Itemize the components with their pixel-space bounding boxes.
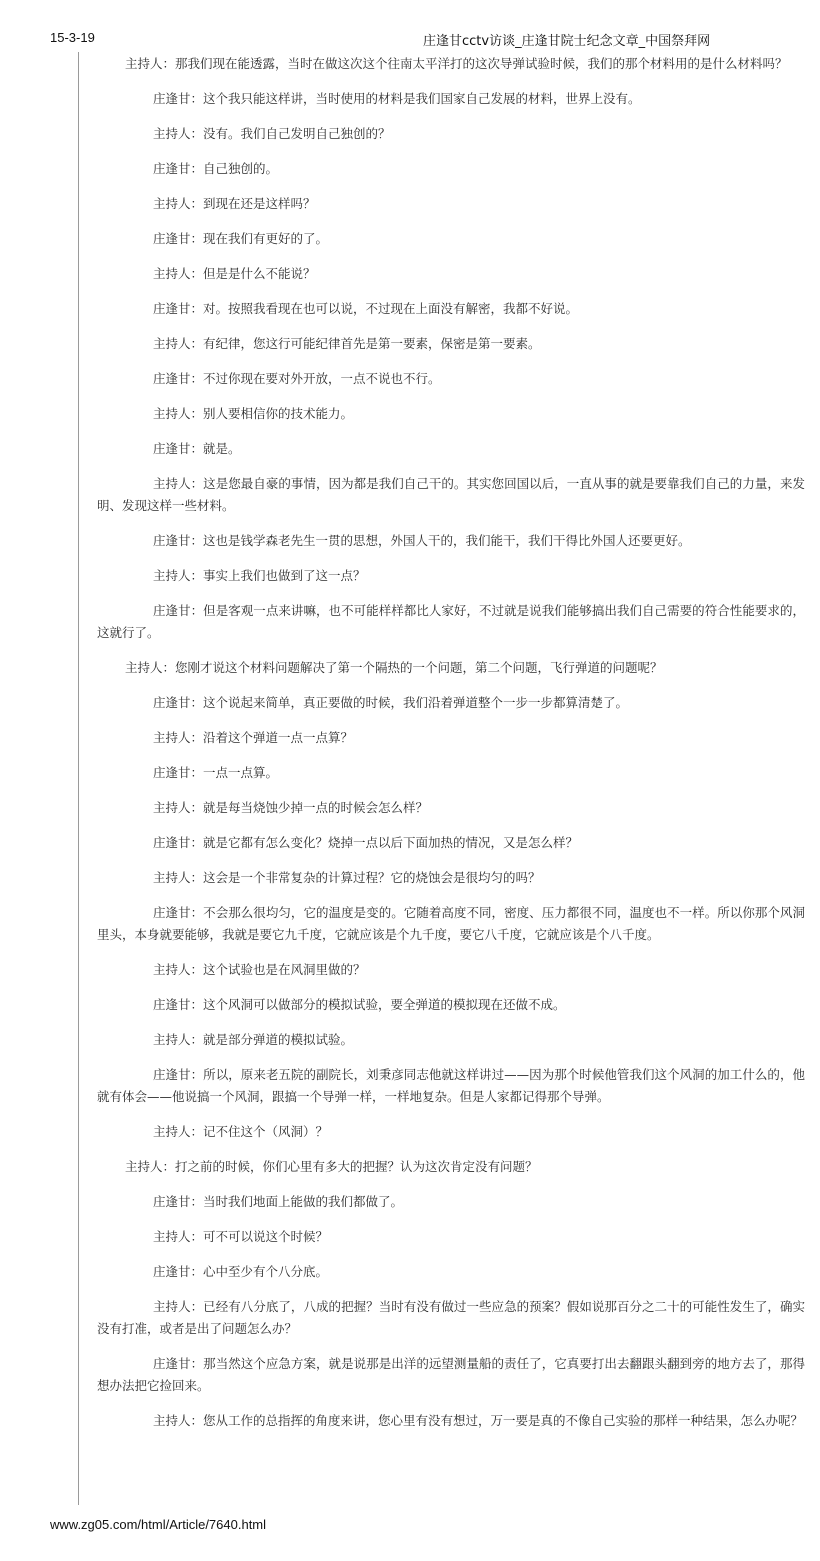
dialogue-paragraph: 主持人：您从工作的总指挥的角度来讲，您心里有没有想过，万一要是真的不像自己实验的那样一种结果，怎么办呢？ xyxy=(153,1413,804,1428)
left-quote-rule xyxy=(78,52,79,1505)
dialogue-paragraph: 主持人：就是每当烧蚀少掉一点的时候会怎么样？ xyxy=(153,800,429,815)
dialogue-paragraph: 主持人：事实上我们也做到了这一点？ xyxy=(153,568,366,583)
dialogue-paragraph: 庄逢甘：自己独创的。 xyxy=(153,161,279,176)
dialogue-paragraph: 主持人：您刚才说这个材料问题解决了第一个隔热的一个问题，第二个问题，飞行弹道的问题呢？ xyxy=(125,660,663,675)
dialogue-paragraph: 主持人：记不住这个（风洞）？ xyxy=(153,1124,329,1139)
dialogue-paragraph: 庄逢甘：心中至少有个八分底。 xyxy=(153,1264,329,1279)
dialogue-paragraph: 主持人：到现在还是这样吗？ xyxy=(153,196,316,211)
dialogue-paragraph: 主持人：已经有八分底了，八成的把握？当时有没有做过一些应急的预案？假如说那百分之二十的可能性发生了，确实没有打准，或者是出了问题怎么办？ xyxy=(97,1299,805,1336)
dialogue-paragraph: 庄逢甘：不会那么很均匀，它的温度是变的。它随着高度不同，密度、压力都很不同，温度也不一样。所以你那个风洞里头，本身就要能够，我就是要它九千度，它就应该是个九千度，要它八千度，它就应该是个八千度。 xyxy=(97,905,805,942)
dialogue-paragraph: 庄逢甘：就是它都有怎么变化？烧掉一点以后下面加热的情况，又是怎么样？ xyxy=(153,835,579,850)
dialogue-paragraph: 庄逢甘：这个我只能这样讲，当时使用的材料是我们国家自己发展的材料，世界上没有。 xyxy=(153,91,641,106)
dialogue-paragraph: 主持人：可不可以说这个时候？ xyxy=(153,1229,329,1244)
footer-url[interactable]: www.zg05.com/html/Article/7640.html xyxy=(50,1517,267,1532)
dialogue-paragraph: 庄逢甘：一点一点算。 xyxy=(153,765,279,780)
header-date: 15-3-19 xyxy=(50,30,95,45)
dialogue-paragraph: 主持人：别人要相信你的技术能力。 xyxy=(153,406,354,421)
header-page-title: 庄逢甘cctv访谈_庄逢甘院士纪念文章_中国祭拜网 xyxy=(423,34,711,49)
dialogue-paragraph: 庄逢甘：那当然这个应急方案，就是说那是出洋的远望测量船的责任了，它真要打出去翻跟头翻到旁的地方去了，那得想办法把它捡回来。 xyxy=(97,1356,805,1393)
dialogue-paragraph: 庄逢甘：所以，原来老五院的副院长，刘秉彦同志他就这样讲过——因为那个时候他管我们这个风洞的加工什么的，他就有体会——他说搞一个风洞，跟搞一个导弹一样，一样地复杂。但是人家都记得那个导弹。 xyxy=(97,1067,805,1104)
dialogue-paragraph: 庄逢甘：但是客观一点来讲嘛，也不可能样样都比人家好，不过就是说我们能够搞出我们自己需要的符合性能要求的，这就行了。 xyxy=(97,603,805,640)
dialogue-paragraph: 庄逢甘：现在我们有更好的了。 xyxy=(153,231,329,246)
dialogue-paragraph: 庄逢甘：这个说起来简单，真正要做的时候，我们沿着弹道整个一步一步都算清楚了。 xyxy=(153,695,629,710)
article-body xyxy=(97,53,805,1432)
dialogue-paragraph: 主持人：但是是什么不能说？ xyxy=(153,266,316,281)
dialogue-paragraph: 主持人：有纪律，您这行可能纪律首先是第一要素，保密是第一要素。 xyxy=(153,336,541,351)
dialogue-paragraph: 主持人：沿着这个弹道一点一点算？ xyxy=(153,730,354,745)
dialogue-paragraph: 主持人：那我们现在能透露，当时在做这次这个往南太平洋打的这次导弹试验时候，我们的那个材料用的是什么材料吗？ xyxy=(125,56,788,71)
dialogue-paragraph: 主持人：就是部分弹道的模拟试验。 xyxy=(153,1032,354,1047)
dialogue-paragraph: 庄逢甘：对。按照我看现在也可以说，不过现在上面没有解密，我都不好说。 xyxy=(153,301,579,316)
dialogue-paragraph: 庄逢甘：当时我们地面上能做的我们都做了。 xyxy=(153,1194,404,1209)
dialogue-paragraph: 主持人：这是您最自豪的事情，因为都是我们自己干的。其实您回国以后，一直从事的就是要靠我们自己的力量，来发明、发现这样一些材料。 xyxy=(97,476,805,513)
dialogue-paragraph: 主持人：这会是一个非常复杂的计算过程？它的烧蚀会是很均匀的吗？ xyxy=(153,870,541,885)
dialogue-paragraph: 主持人：这个试验也是在风洞里做的？ xyxy=(153,962,366,977)
dialogue-paragraph: 庄逢甘：这也是钱学森老先生一贯的思想，外国人干的，我们能干，我们干得比外国人还要更好。 xyxy=(153,533,691,548)
dialogue-paragraph: 主持人：没有。我们自己发明自己独创的？ xyxy=(153,126,391,141)
dialogue-paragraph: 主持人：打之前的时候，你们心里有多大的把握？认为这次肯定没有问题？ xyxy=(125,1159,538,1174)
dialogue-paragraph: 庄逢甘：不过你现在要对外开放，一点不说也不行。 xyxy=(153,371,441,386)
dialogue-paragraph: 庄逢甘：就是。 xyxy=(153,441,241,456)
dialogue-paragraph: 庄逢甘：这个风洞可以做部分的模拟试验，要全弹道的模拟现在还做不成。 xyxy=(153,997,566,1012)
